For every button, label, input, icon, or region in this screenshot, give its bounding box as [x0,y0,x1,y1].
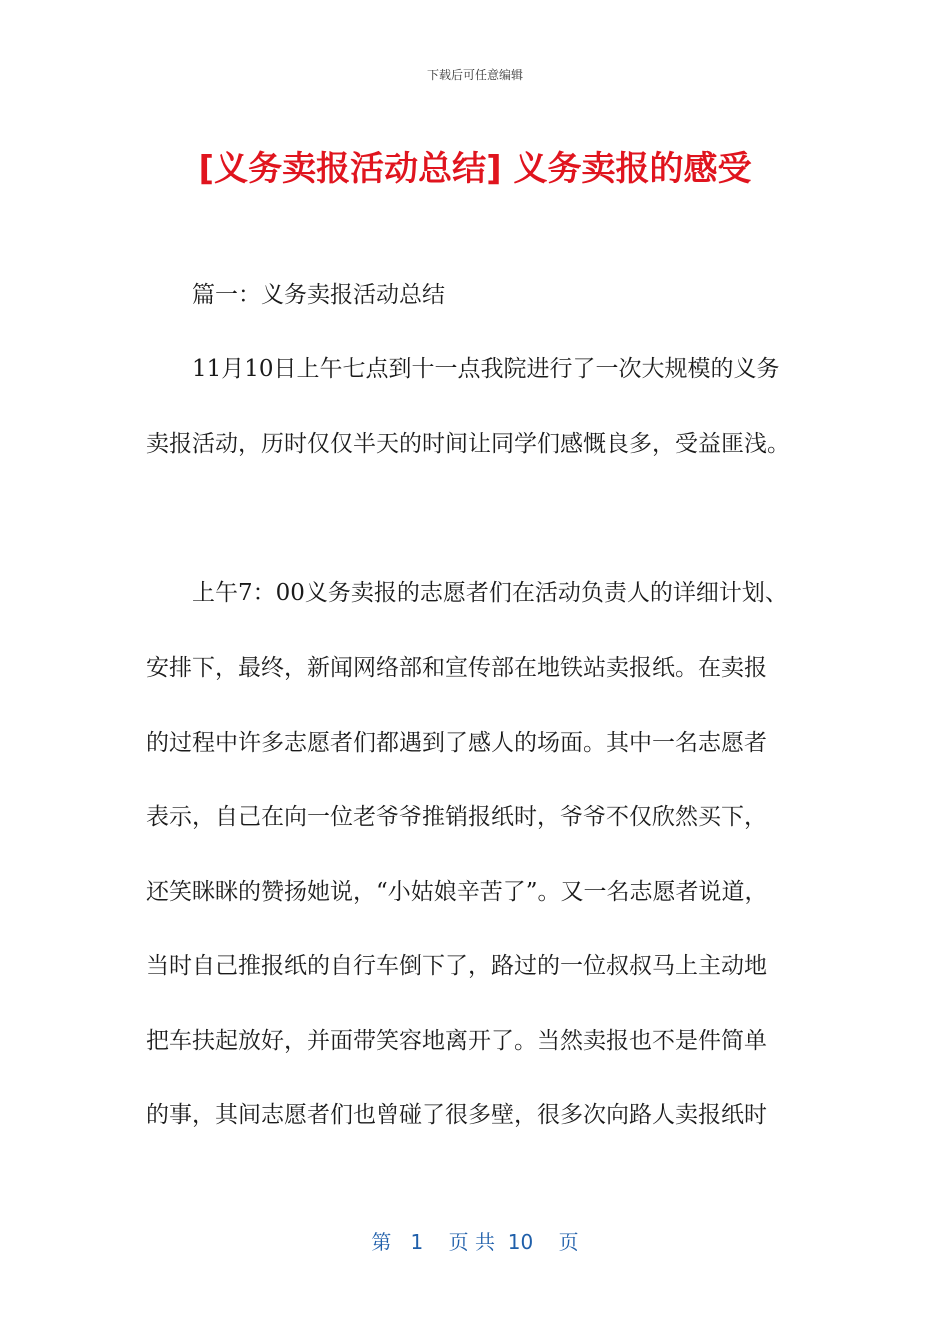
footer-prefix: 第 [371,1230,392,1254]
paragraph-2-line-6: 当时自己推报纸的自行车倒下了，路过的一位叔叔马上主动地 [146,953,767,979]
paragraph-2-line-8: 的事，其间志愿者们也曾碰了很多壁，很多次向路人卖报纸时 [146,1102,767,1128]
paragraph-2-line-1: 上午7：00义务卖报的志愿者们在活动负责人的详细计划、 [192,580,788,606]
document-title: [义务卖报活动总结] 义务卖报的感受 [198,149,752,189]
header-note: 下载后可任意编辑 [426,68,523,82]
paragraph-2-line-5: 还笑眯眯的赞扬她说，“小姑娘辛苦了”。又一名志愿者说道， [146,879,768,905]
section-heading: 篇一：义务卖报活动总结 [192,282,445,308]
footer-middle: 页 共 [448,1230,495,1254]
paragraph-2-line-4: 表示，自己在向一位老爷爷推销报纸时，爷爷不仅欣然买下， [146,804,767,830]
footer-total-pages: 10 [507,1230,534,1254]
paragraph-2-line-7: 把车扶起放好，并面带笑容地离开了。当然卖报也不是件简单 [146,1028,767,1054]
paragraph-2-line-3: 的过程中许多志愿者们都遇到了感人的场面。其中一名志愿者 [146,730,767,756]
page-footer [0,1226,950,1255]
footer-suffix: 页 [558,1230,579,1254]
footer-page-number: 1 [410,1230,424,1254]
paragraph-2-line-2: 安排下，最终，新闻网络部和宣传部在地铁站卖报纸。在卖报 [146,655,767,681]
paragraph-1-line-2: 卖报活动，历时仅仅半天的时间让同学们感慨良多，受益匪浅。 [146,431,790,457]
paragraph-1-line-1: 11月10日上午七点到十一点我院进行了一次大规模的义务 [192,356,780,382]
